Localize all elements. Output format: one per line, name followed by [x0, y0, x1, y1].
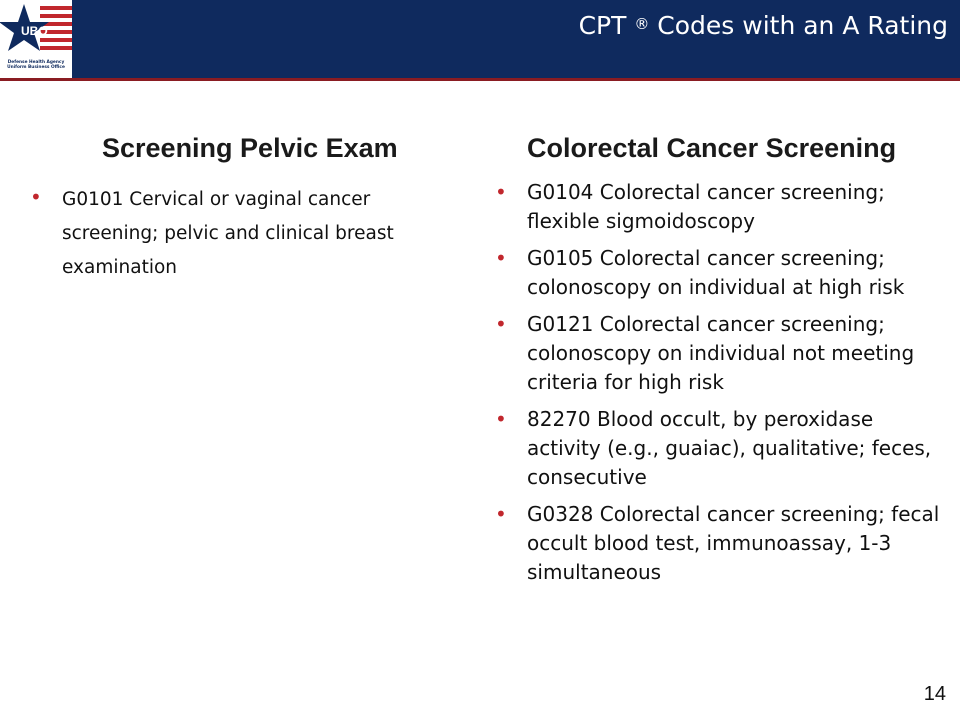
header-bar — [0, 0, 960, 78]
ubo-logo — [0, 0, 72, 78]
list-item-text: 82270 Blood occult, by peroxidase activity (e.g., guaiac), qualitative; feces, consecutive — [527, 407, 932, 489]
list-item — [495, 500, 945, 587]
bullet-icon: • — [495, 312, 507, 336]
list-item — [495, 405, 945, 492]
bullet-icon: • — [495, 502, 507, 526]
title-rest: Codes with an A Rating — [649, 11, 948, 40]
logo-caption — [2, 60, 70, 70]
title-registered-mark: ® — [634, 15, 650, 33]
list-item-text: G0121 Colorectal cancer screening; colonoscopy on individual not meeting criteria for high risk — [527, 312, 915, 394]
left-bullet-list — [30, 183, 450, 285]
bullet-icon: • — [495, 180, 507, 204]
bullet-icon: • — [495, 246, 507, 270]
list-item — [495, 310, 945, 397]
list-item-text: G0104 Colorectal cancer screening; flexible sigmoidoscopy — [527, 180, 885, 233]
list-item — [495, 178, 945, 236]
list-item — [30, 183, 450, 285]
bullet-icon: • — [495, 407, 507, 431]
page-number: 14 — [923, 683, 946, 705]
logo-caption-line-1: Defense Health Agency — [7, 60, 65, 65]
list-item-text: G0105 Colorectal cancer screening; colonoscopy on individual at high risk — [527, 246, 905, 299]
list-item-text: G0101 Cervical or vaginal cancer screening; pelvic and clinical breast examination — [62, 189, 394, 278]
list-item-text: G0328 Colorectal cancer screening; fecal occult blood test, immunoassay, 1-3 simultaneous — [527, 502, 940, 584]
logo-text: UBO — [21, 24, 48, 38]
header-divider — [0, 78, 960, 81]
right-bullet-list — [495, 178, 945, 595]
title-main: CPT — [578, 11, 627, 40]
left-column-heading: Screening Pelvic Exam — [102, 133, 398, 163]
bullet-icon: • — [30, 185, 42, 209]
list-item — [495, 244, 945, 302]
right-column-heading: Colorectal Cancer Screening — [527, 133, 897, 163]
slide-title — [579, 8, 948, 44]
logo-caption-line-2: Uniform Business Office — [7, 65, 65, 70]
